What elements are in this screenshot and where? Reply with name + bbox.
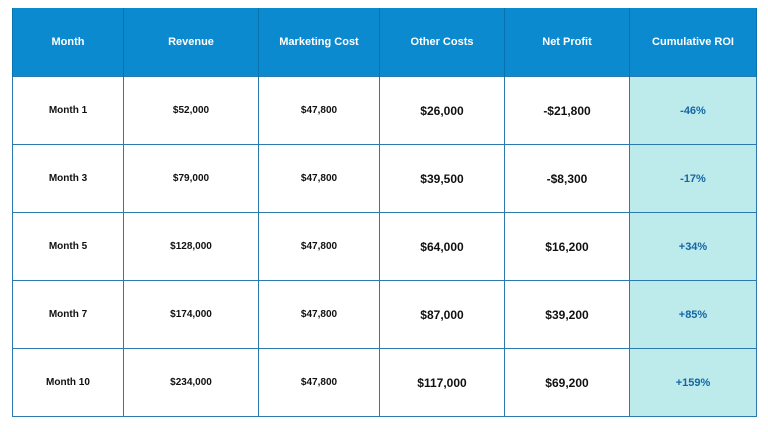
cell-marketing-cost: $47,800 — [259, 77, 380, 145]
cell-marketing-cost: $47,800 — [259, 281, 380, 349]
cell-cumulative-roi: +159% — [630, 349, 757, 417]
cell-revenue: $174,000 — [124, 281, 259, 349]
cell-month: Month 1 — [13, 77, 124, 145]
table-row — [13, 213, 757, 281]
header-net-profit: Net Profit — [505, 8, 630, 77]
cell-revenue: $79,000 — [124, 145, 259, 213]
header-marketing-cost: Marketing Cost — [259, 8, 380, 77]
cell-net-profit: -$21,800 — [505, 77, 630, 145]
table-row — [13, 77, 757, 145]
cell-cumulative-roi: +34% — [630, 213, 757, 281]
cell-month: Month 3 — [13, 145, 124, 213]
cell-month: Month 10 — [13, 349, 124, 417]
cell-other-costs: $39,500 — [380, 145, 505, 213]
cell-cumulative-roi: -46% — [630, 77, 757, 145]
cell-cumulative-roi: +85% — [630, 281, 757, 349]
cell-marketing-cost: $47,800 — [259, 213, 380, 281]
cell-other-costs: $117,000 — [380, 349, 505, 417]
cell-other-costs: $87,000 — [380, 281, 505, 349]
cell-net-profit: $69,200 — [505, 349, 630, 417]
cell-marketing-cost: $47,800 — [259, 349, 380, 417]
header-cumulative-roi: Cumulative ROI — [630, 8, 757, 77]
header-month: Month — [13, 8, 124, 77]
table-header-row — [13, 8, 757, 77]
cell-revenue: $52,000 — [124, 77, 259, 145]
cell-net-profit: $16,200 — [505, 213, 630, 281]
header-other-costs: Other Costs — [380, 8, 505, 77]
table-row — [13, 281, 757, 349]
cell-month: Month 7 — [13, 281, 124, 349]
cell-month: Month 5 — [13, 213, 124, 281]
roi-table — [12, 8, 757, 417]
cell-marketing-cost: $47,800 — [259, 145, 380, 213]
table-row — [13, 349, 757, 417]
cell-net-profit: -$8,300 — [505, 145, 630, 213]
cell-revenue: $234,000 — [124, 349, 259, 417]
cell-other-costs: $26,000 — [380, 77, 505, 145]
cell-net-profit: $39,200 — [505, 281, 630, 349]
cell-other-costs: $64,000 — [380, 213, 505, 281]
cell-cumulative-roi: -17% — [630, 145, 757, 213]
cell-revenue: $128,000 — [124, 213, 259, 281]
roi-table-container — [12, 8, 756, 416]
table-row — [13, 145, 757, 213]
header-revenue: Revenue — [124, 8, 259, 77]
